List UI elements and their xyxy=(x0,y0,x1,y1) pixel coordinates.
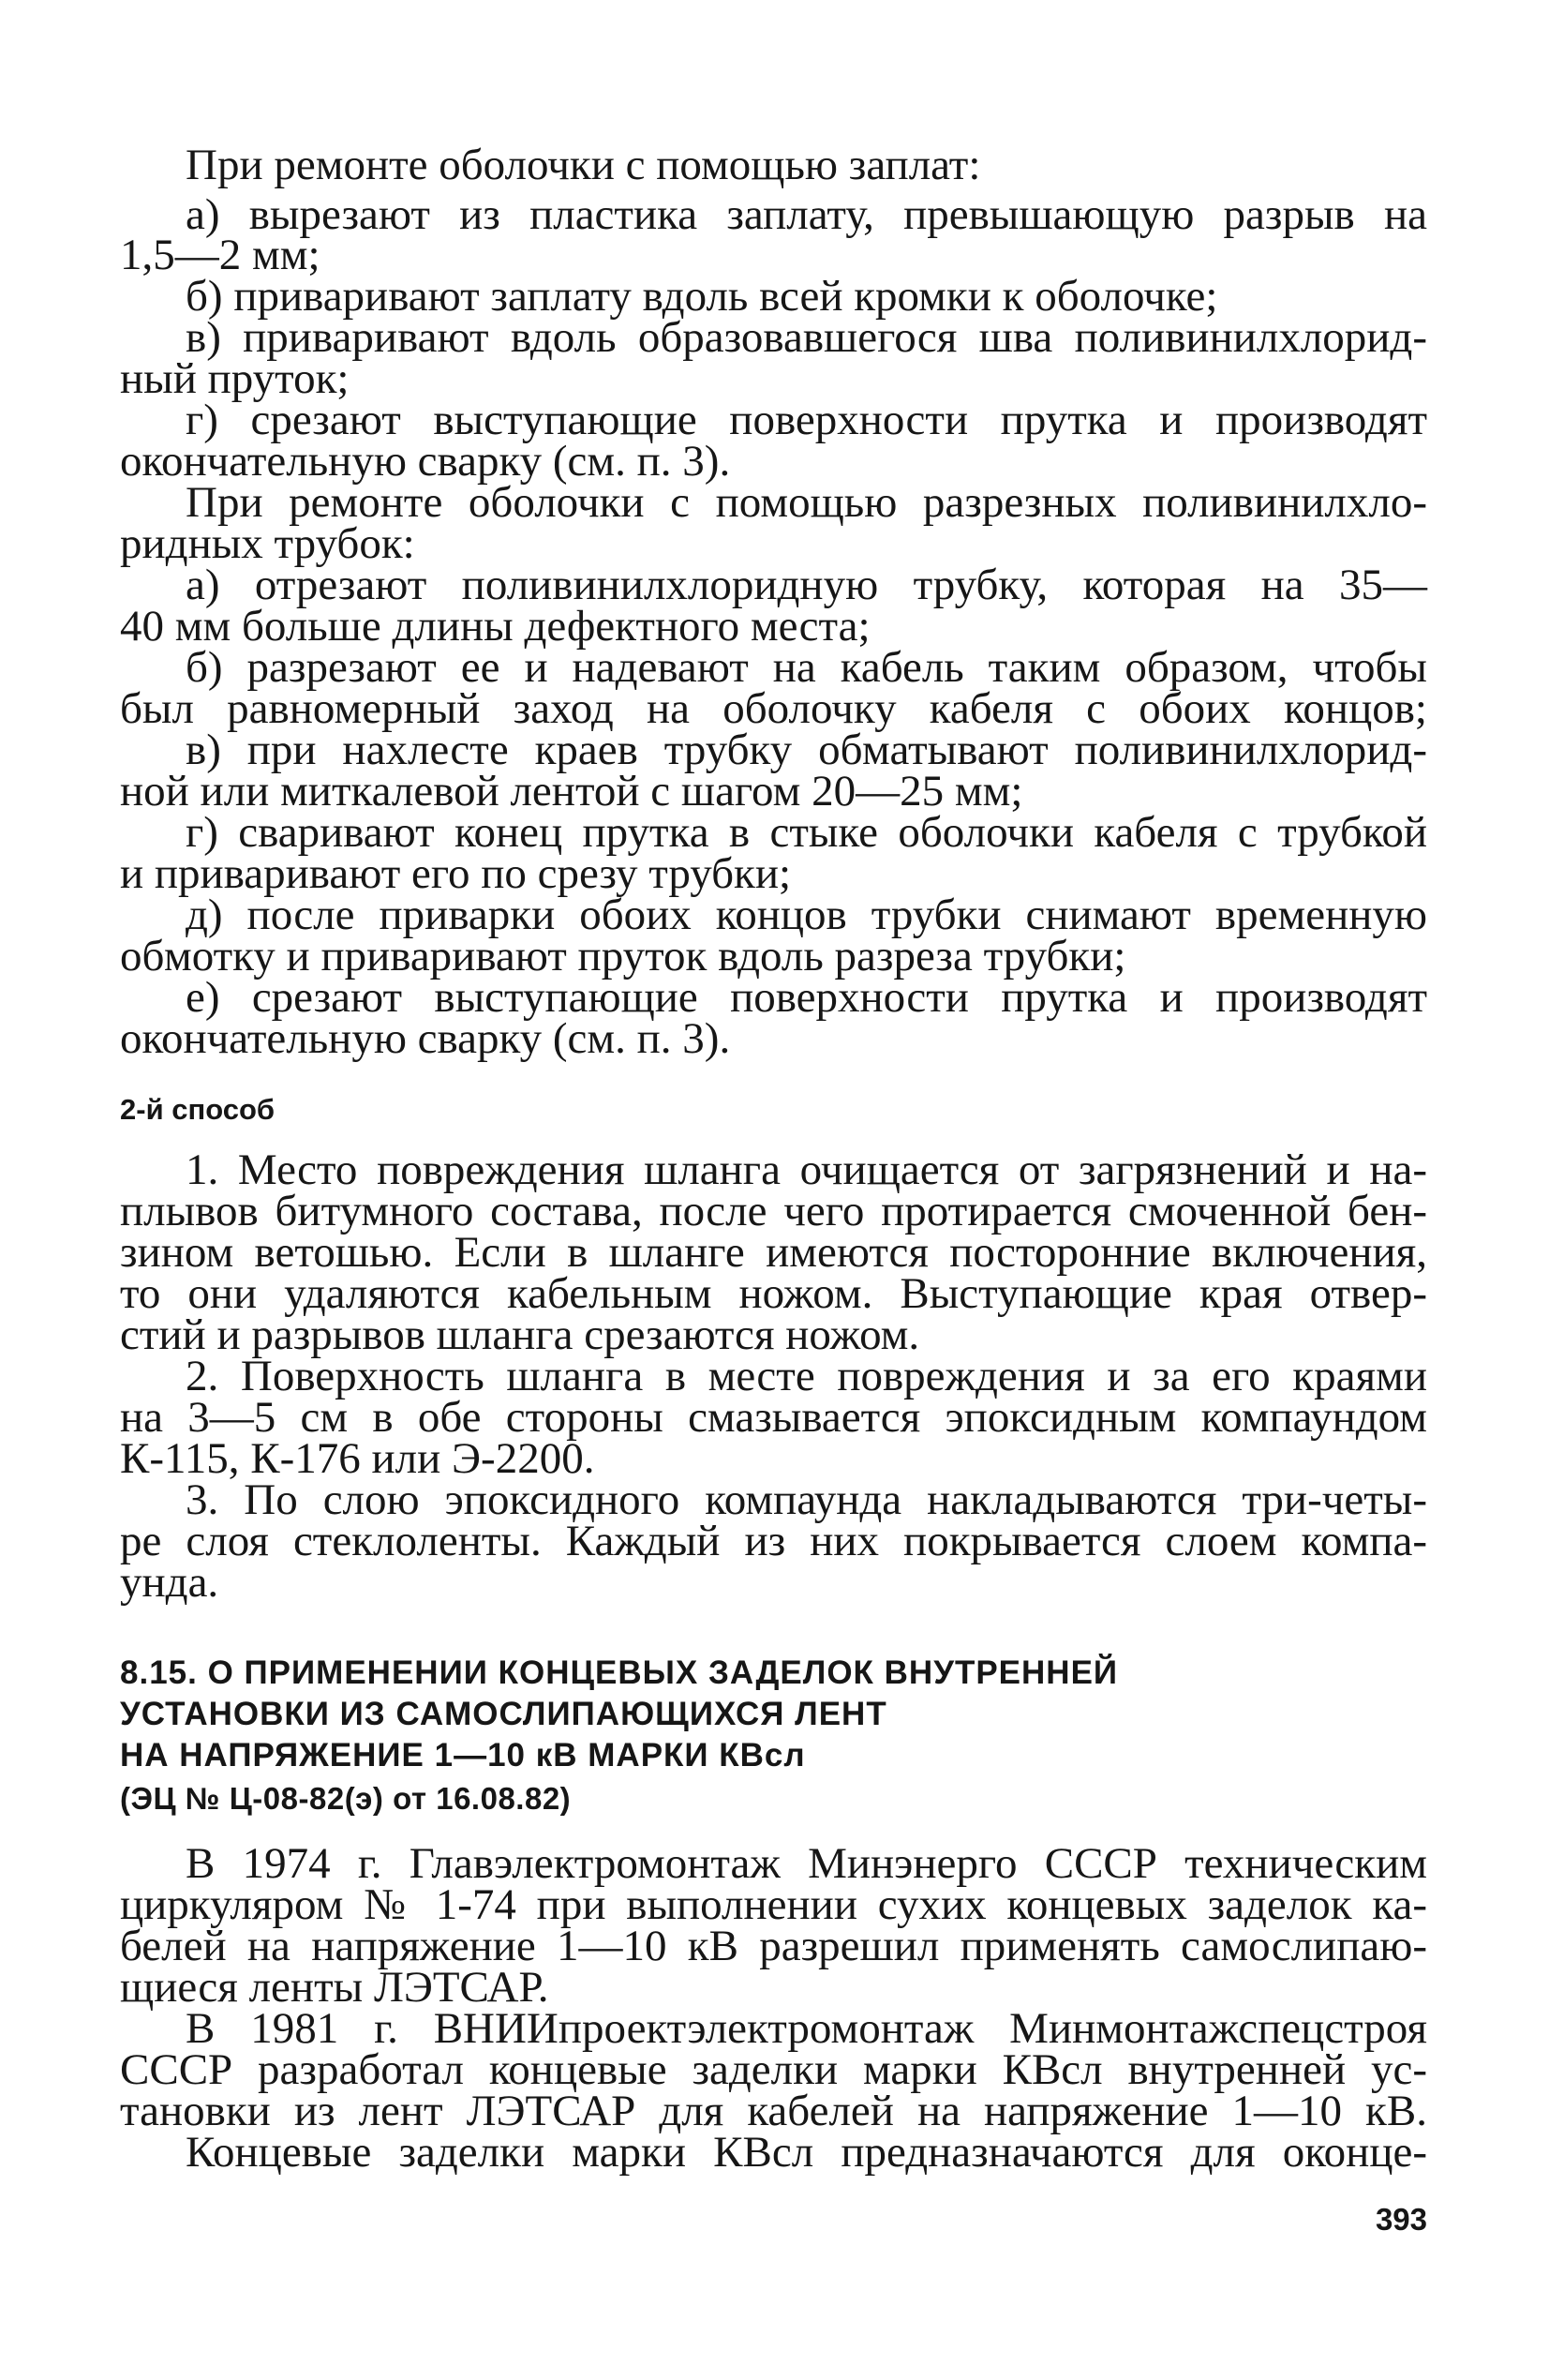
text-line: в) приваривают вдоль образовавшегося шва поливинилхлорид- xyxy=(186,313,1427,362)
section-heading-ref: (ЭЦ № Ц-08-82(э) от 16.08.82) xyxy=(120,1781,572,1816)
text-line: белей на напряжение 1—10 кВ разрешил применять самослипаю- xyxy=(120,1922,1427,1970)
book-page xyxy=(120,0,1427,2380)
text-line: а) отрезают поливинилхлоридную трубку, которая на 35— xyxy=(186,561,1427,609)
text-line: на 3—5 см в обе стороны смазывается эпоксидным компаундом xyxy=(120,1393,1427,1442)
text-line: то они удаляются кабельным ножом. Выступающие края отвер- xyxy=(120,1269,1427,1318)
page-number: 393 xyxy=(1375,2202,1427,2237)
text-line: 1,5—2 мм; xyxy=(120,231,320,279)
text-line: В 1974 г. Главэлектромонтаж Минэнерго СССР техническим xyxy=(186,1839,1427,1888)
text-line: При ремонте оболочки с помощью разрезных поливинилхло- xyxy=(186,478,1427,527)
text-line: 2. Поверхность шланга в месте повреждения и за его краями xyxy=(186,1352,1427,1400)
text-line: 3. По слою эпоксидного компаунда накладываются три-четы- xyxy=(186,1475,1427,1524)
text-line: стий и разрывов шланга срезаются ножом. xyxy=(120,1310,920,1359)
text-line: циркуляром № 1-74 при выполнении сухих концевых заделок ка- xyxy=(120,1880,1427,1929)
text-line: обмотку и приваривают пруток вдоль разреза трубки; xyxy=(120,932,1126,980)
text-line: б) разрезают ее и надевают на кабель таким образом, чтобы xyxy=(186,643,1427,692)
text-line: а) вырезают из пластика заплату, превышающую разрыв на xyxy=(186,190,1427,239)
text-line: ре слоя стеклоленты. Каждый из них покрывается слоем компа- xyxy=(120,1517,1427,1565)
text-line: ный пруток; xyxy=(120,354,350,403)
text-line: плывов битумного состава, после чего протирается смоченной бен- xyxy=(120,1187,1427,1235)
text-line: унда. xyxy=(120,1558,219,1607)
text-line: В 1981 г. ВНИИпроектэлектромонтаж Минмонтажспецстроя xyxy=(186,2004,1427,2053)
text-line: К-115, К-176 или Э-2200. xyxy=(120,1434,595,1483)
subsection-title: 2-й способ xyxy=(120,1093,276,1126)
section-heading-line: НА НАПРЯЖЕНИЕ 1—10 кВ МАРКИ КВсл xyxy=(120,1737,806,1774)
text-line: г) срезают выступающие поверхности прутка и производят xyxy=(186,396,1427,444)
text-line: г) сваривают конец прутка в стыке оболочки кабеля с трубкой xyxy=(186,808,1427,857)
text-line: ридных трубок: xyxy=(120,519,415,568)
section-heading-line: УСТАНОВКИ ИЗ САМОСЛИПАЮЩИХСЯ ЛЕНТ xyxy=(120,1696,887,1732)
text-line: Концевые заделки марки КВсл предназначаются для оконце- xyxy=(186,2128,1427,2177)
text-line: д) после приварки обоих концов трубки снимают временную xyxy=(186,891,1427,939)
text-line: СССР разработал концевые заделки марки КВсл внутренней ус- xyxy=(120,2045,1427,2094)
text-line: окончательную сварку (см. п. 3). xyxy=(120,437,731,486)
text-line: ной или миткалевой лентой с шагом 20—25 мм; xyxy=(120,767,1023,816)
text-line: зином ветошью. Если в шланге имеются посторонние включения, xyxy=(120,1228,1427,1277)
text-line: е) срезают выступающие поверхности прутка и производят xyxy=(186,973,1427,1022)
text-line: щиеся ленты ЛЭТСАР. xyxy=(120,1963,549,2012)
text-line: 40 мм больше длины дефектного места; xyxy=(120,602,871,651)
text-line: в) при нахлесте краев трубку обматывают поливинилхлорид- xyxy=(186,726,1427,774)
text-line: При ремонте оболочки с помощью заплат: xyxy=(186,141,981,189)
text-line: 1. Место повреждения шланга очищается от загрязнений и на- xyxy=(186,1145,1427,1194)
text-line: и приваривают его по срезу трубки; xyxy=(120,849,792,898)
text-line: б) приваривают заплату вдоль всей кромки к оболочке; xyxy=(186,272,1218,321)
text-line: тановки из лент ЛЭТСАР для кабелей на напряжение 1—10 кВ. xyxy=(120,2087,1427,2135)
text-line: окончательную сварку (см. п. 3). xyxy=(120,1014,731,1063)
text-line: был равномерный заход на оболочку кабеля с обоих концов; xyxy=(120,684,1427,733)
section-heading-line: 8.15. О ПРИМЕНЕНИИ КОНЦЕВЫХ ЗАДЕЛОК ВНУТРЕННЕЙ xyxy=(120,1654,1119,1691)
